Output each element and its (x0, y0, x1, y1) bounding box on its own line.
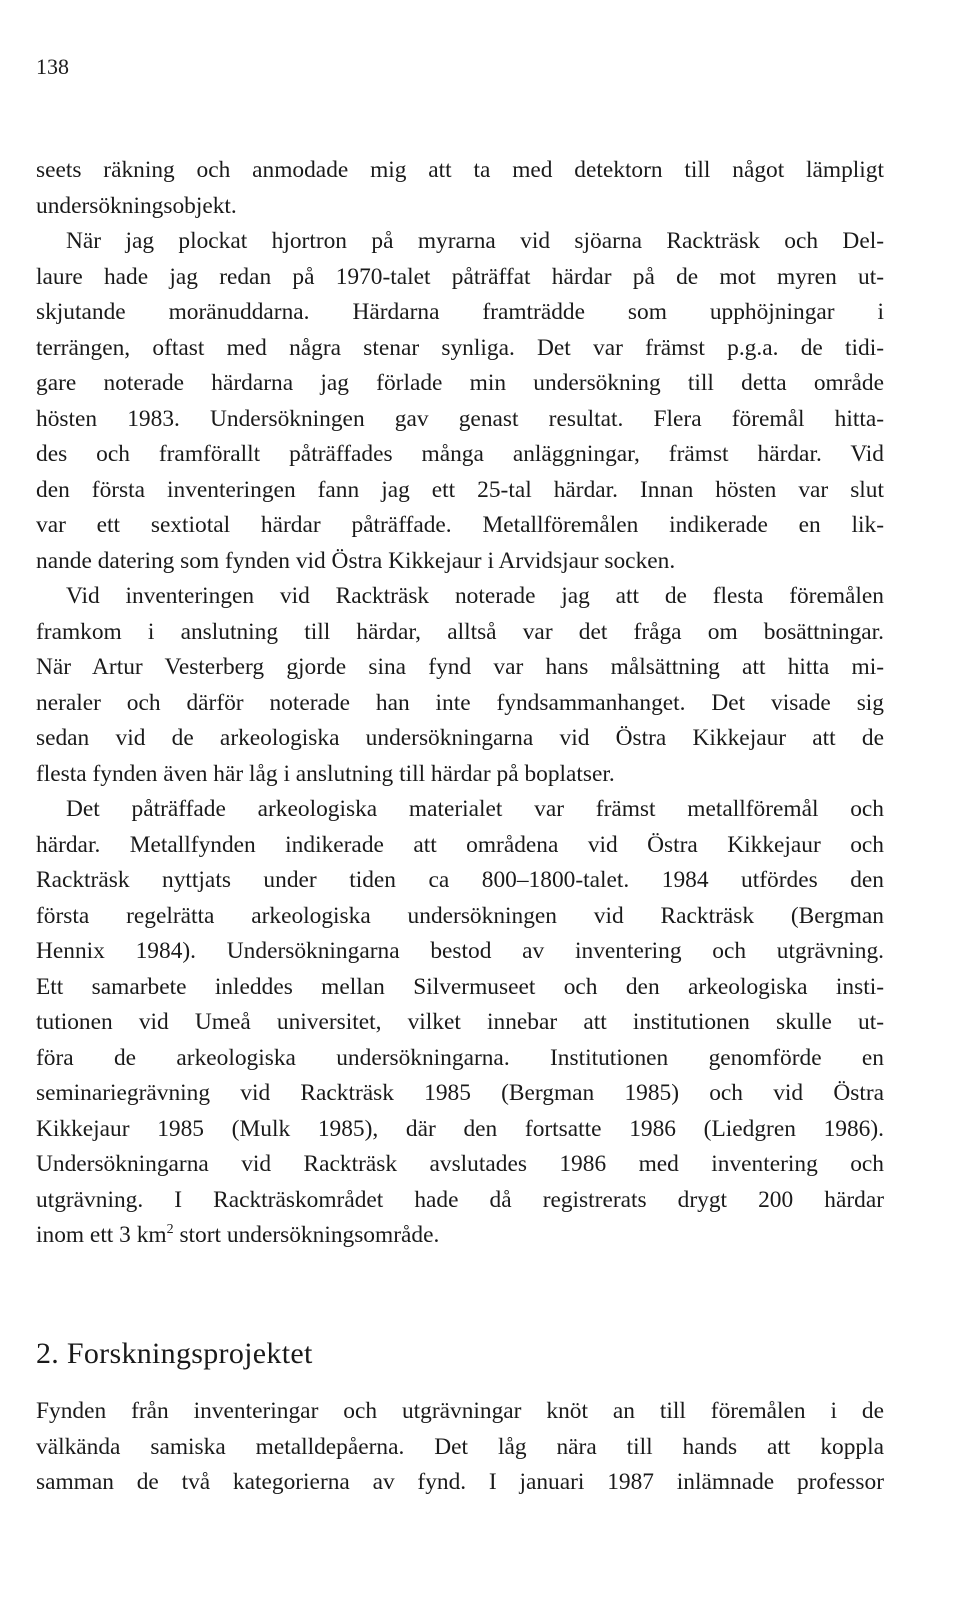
text-line: Vid inventeringen vid Rackträsk noterade jag att de flesta föremålen (66, 583, 884, 609)
text-line: Hennix 1984). Undersökningarna bestod av inventering och utgrävning. (36, 938, 884, 964)
text-line: Kikkejaur 1985 (Mulk 1985), där den fortsatte 1986 (Liedgren 1986). (36, 1115, 884, 1142)
section-text (36, 1394, 884, 1501)
text-line: Det påträffade arkeologiska materialet var främst metallföremål och (66, 796, 884, 822)
text-line: välkända samiska metalldepåerna. Det låg nära till hands att koppla (36, 1433, 884, 1460)
text-line: den första inventeringen fann jag ett 25-tal härdar. Innan hösten var slut (36, 476, 884, 503)
text-line: seets räkning och anmodade mig att ta med detektorn till något lämpligt (36, 157, 884, 183)
text-line: Undersökningarna vid Rackträsk avslutades 1986 med inventering och (36, 1151, 884, 1177)
text-line: undersökningsobjekt. (36, 192, 237, 219)
text-line: första regelrätta arkeologiska undersökningen vid Rackträsk (Bergman (36, 902, 884, 929)
text-fragment: stort undersökningsområde. (173, 1222, 440, 1248)
text-line: föra de arkeologiska undersökningarna. Institutionen genomförde en (36, 1044, 884, 1071)
text-line: Ett samarbete inleddes mellan Silvermuseet och den arkeologiska insti- (36, 973, 884, 1000)
text-fragment: inom ett 3 km (36, 1222, 167, 1248)
text-line: nande datering som fynden vid Östra Kikkejaur i Arvidsjaur socken. (36, 547, 676, 574)
text-line: tutionen vid Umeå universitet, vilket innebar att institutionen skulle ut- (36, 1009, 884, 1035)
text-line: des och framförallt påträffades många anläggningar, främst härdar. Vid (36, 441, 884, 467)
text-line-with-superscript (36, 1218, 884, 1254)
section-heading: 2. Forskningsprojektet (36, 1337, 313, 1370)
text-line: Rackträsk nyttjats under tiden ca 800–1800-talet. 1984 utfördes den (36, 867, 884, 893)
text-line: härdar. Metallfynden indikerade att områdena vid Östra Kikkejaur och (36, 831, 884, 858)
text-line: Fynden från inventeringar och utgrävningar knöt an till föremålen i de (36, 1398, 884, 1424)
superscript: 2 (166, 1222, 174, 1237)
text-line: När jag plockat hjortron på myrarna vid sjöarna Rackträsk och Del- (66, 228, 884, 254)
body-text (36, 153, 884, 1254)
text-line: gare noterade härdarna jag förlade min undersökning till detta område (36, 370, 884, 396)
text-line: hösten 1983. Undersökningen gav genast resultat. Flera föremål hitta- (36, 405, 884, 432)
text-line: skjutande moränuddarna. Härdarna framträdde som upphöjningar i (36, 299, 884, 325)
text-line: terrängen, oftast med några stenar synliga. Det var främst p.g.a. de tidi- (36, 334, 884, 361)
text-line: var ett sextiotal härdar påträffade. Metallföremålen indikerade en lik- (36, 512, 884, 538)
text-line: När Artur Vesterberg gjorde sina fynd var hans målsättning att hitta mi- (36, 654, 884, 680)
text-line: samman de två kategorierna av fynd. I januari 1987 inlämnade professor (36, 1469, 884, 1495)
text-line: utgrävning. I Rackträskområdet hade då registrerats drygt 200 härdar (36, 1186, 884, 1213)
text-line: sedan vid de arkeologiska undersökningarna vid Östra Kikkejaur att de (36, 725, 884, 751)
text-line: framkom i anslutning till härdar, alltså var det fråga om bosättningar. (36, 618, 884, 645)
text-line: laure hade jag redan på 1970-talet påträffat härdar på de mot myren ut- (36, 263, 884, 290)
text-line: neraler och därför noterade han inte fyndsammanhanget. Det visade sig (36, 689, 884, 716)
text-line: seminariegrävning vid Rackträsk 1985 (Bergman 1985) och vid Östra (36, 1080, 884, 1106)
text-line: flesta fynden även här låg i anslutning till härdar på boplatser. (36, 760, 615, 787)
page-number: 138 (36, 54, 69, 79)
